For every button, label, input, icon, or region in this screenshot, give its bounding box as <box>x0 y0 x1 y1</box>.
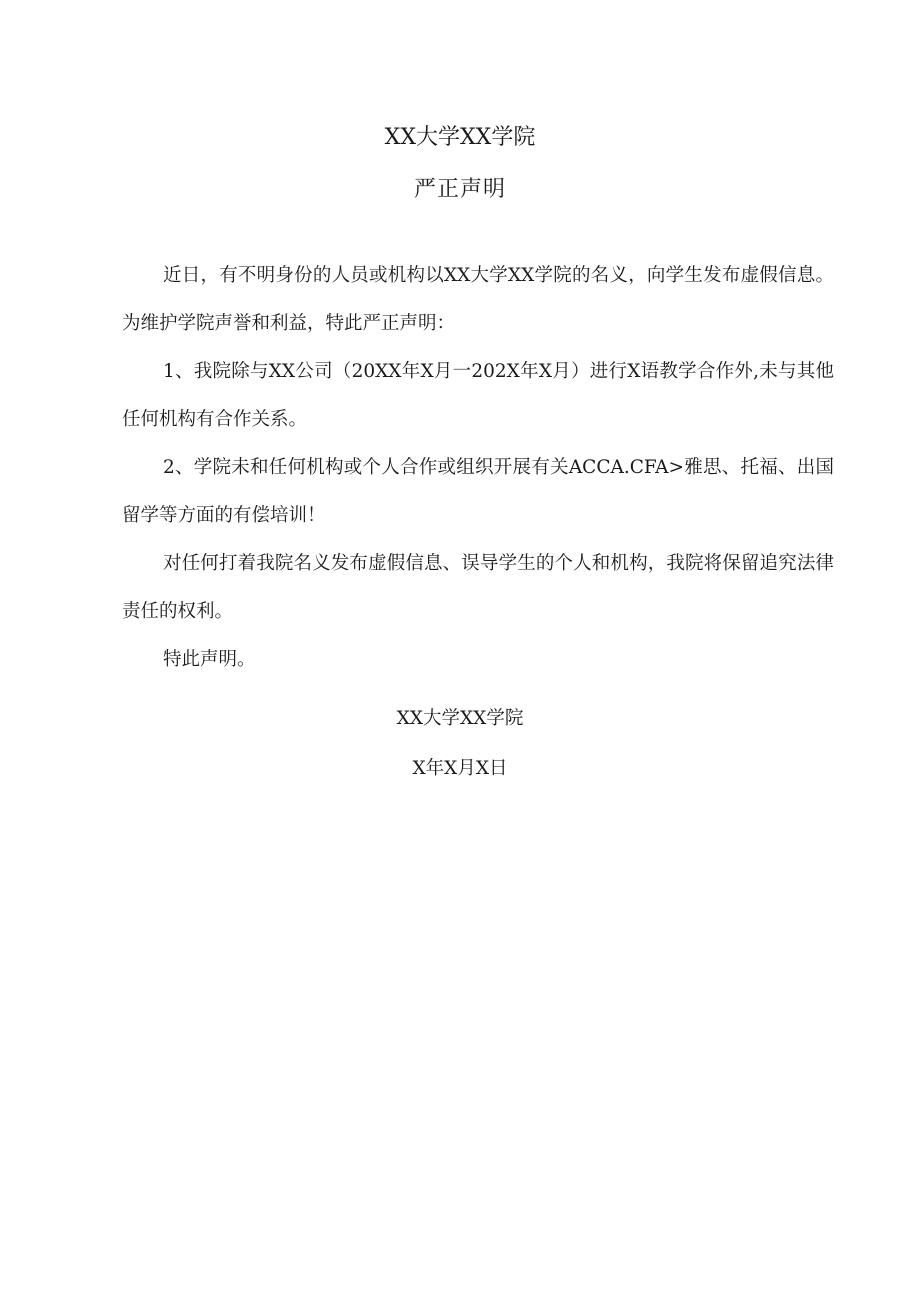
signature-date: X年X月X日 <box>412 758 508 779</box>
signature-organization: XX大学XX学院 <box>396 708 524 729</box>
paragraph-item-1: 1、我院除与XX公司（20XX年X月一202X年X月）进行X语教学合作外,未与其他任何机构有合作关系。 <box>122 361 834 430</box>
paragraph-intro: 近日，有不明身份的人员或机构以XX大学XX学院的名义，向学生发布虚假信息。为维护学院声誉和利益，特此严正声明： <box>122 265 834 334</box>
paragraph-warning: 对任何打着我院名义发布虚假信息、误导学生的个人和机构，我院将保留追究法律责任的权利。 <box>122 553 834 622</box>
document-title: XX大学XX学院 <box>384 125 536 150</box>
document-body <box>122 252 834 684</box>
paragraph-item-2: 2、学院未和任何机构或个人合作或组织开展有关ACCA.CFA>雅思、托福、出国留学等方面的有偿培训！ <box>122 457 834 526</box>
document-subtitle: 严正声明 <box>413 177 506 202</box>
paragraph-closing: 特此声明。 <box>163 649 256 670</box>
